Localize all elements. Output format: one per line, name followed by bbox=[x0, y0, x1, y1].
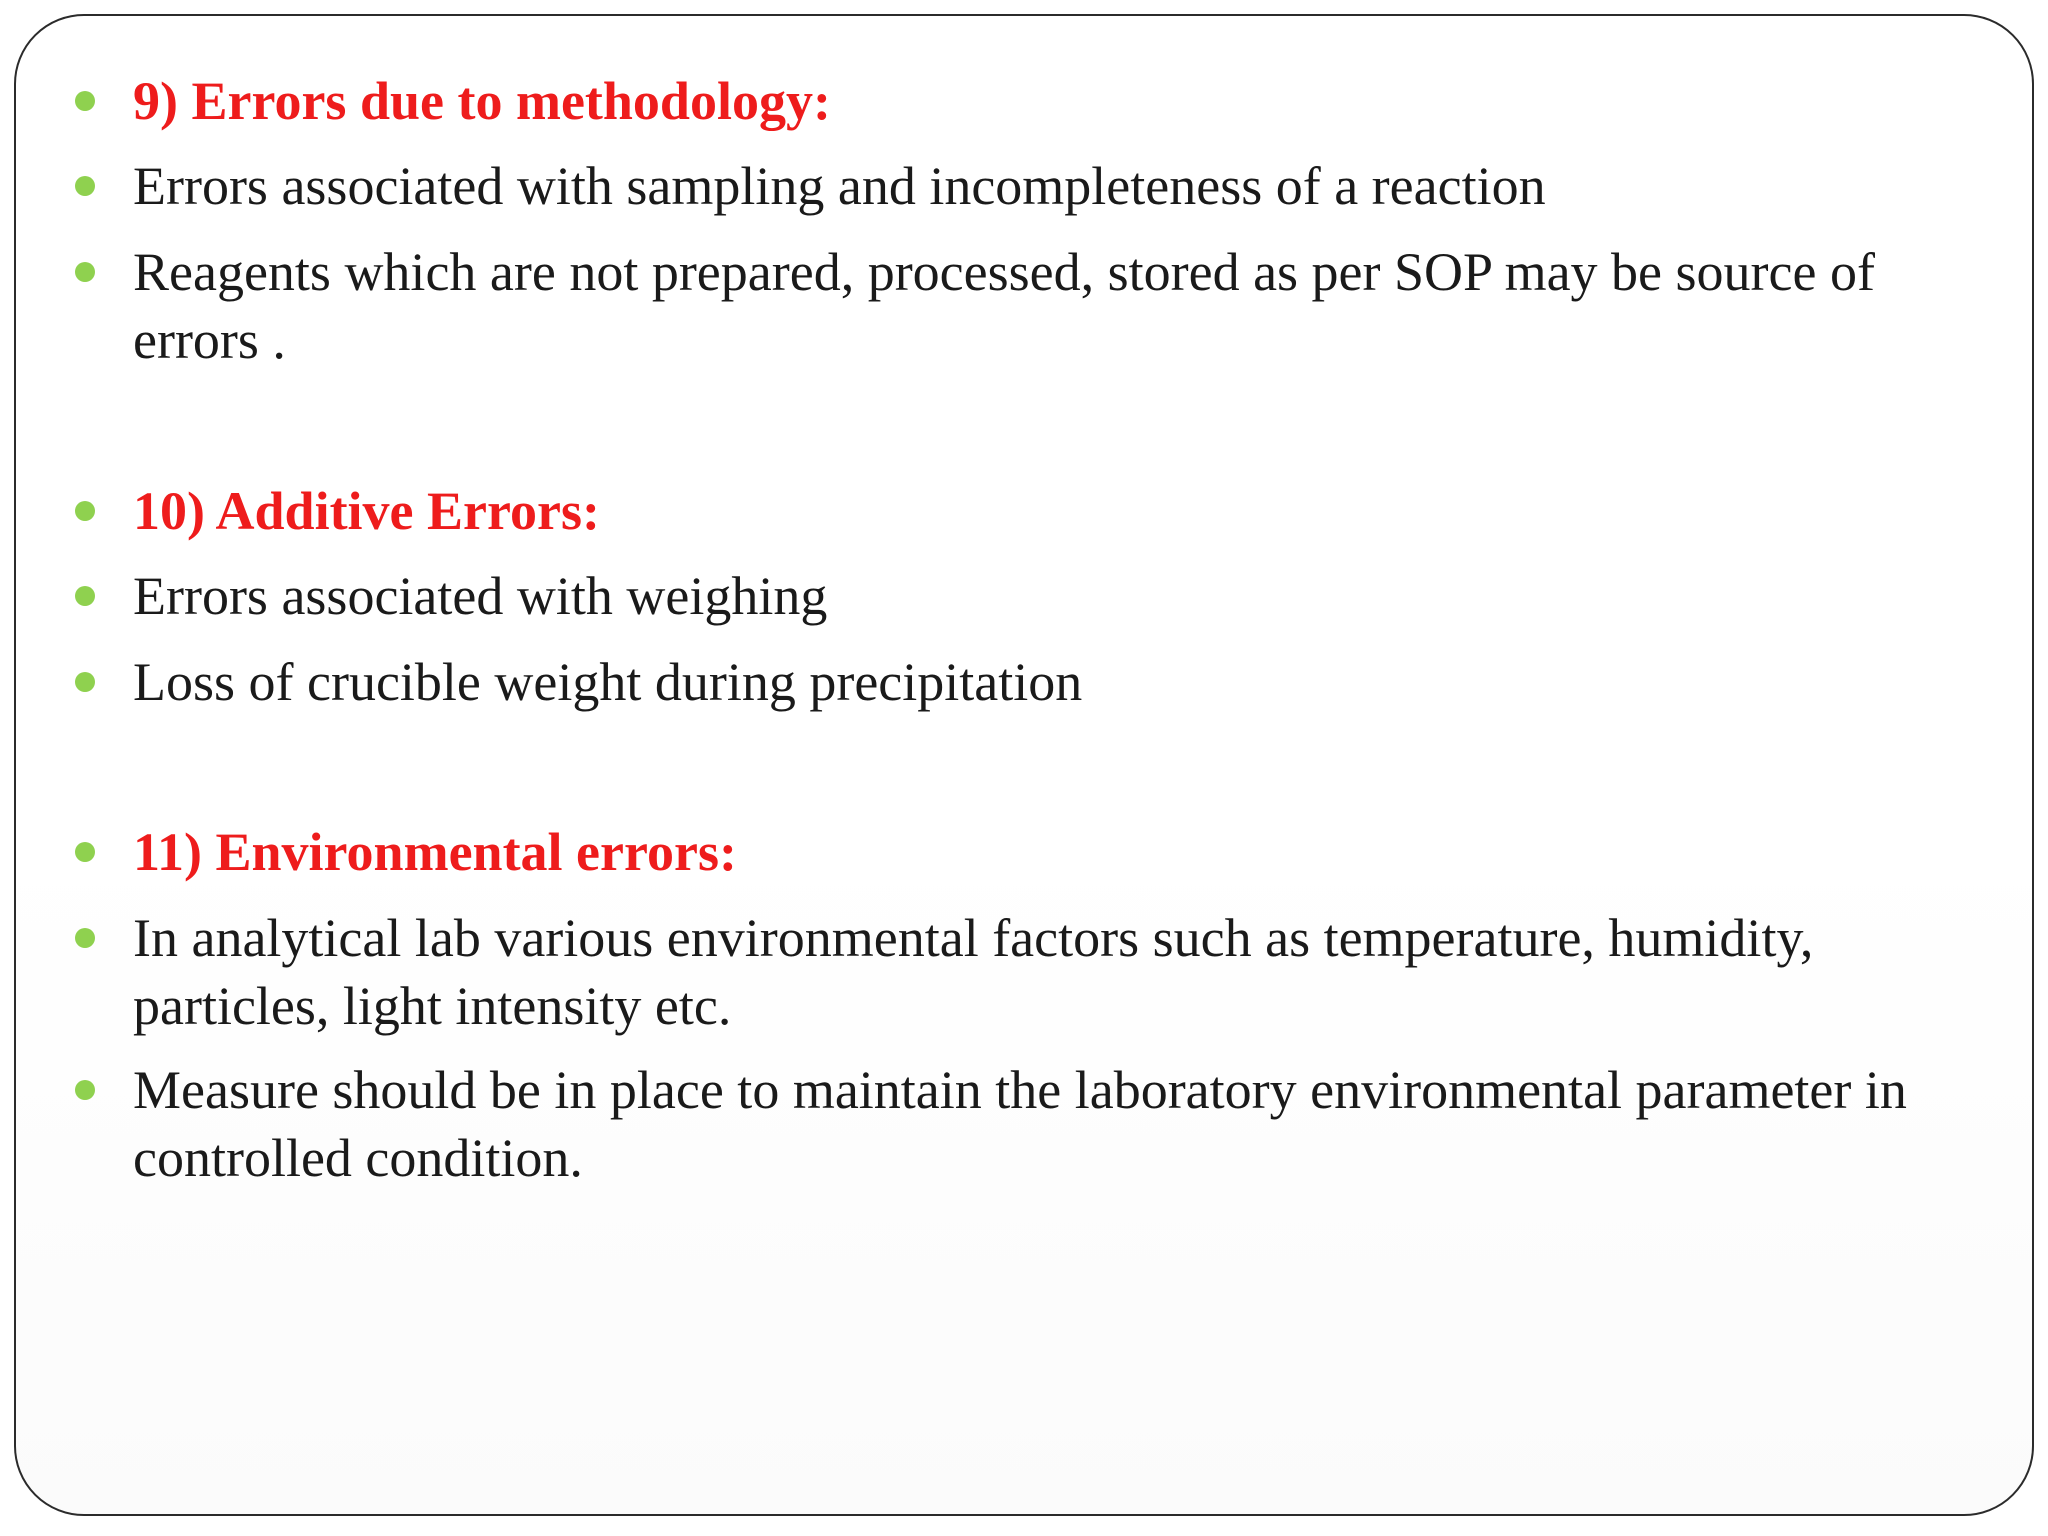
bullet-dot-icon bbox=[75, 586, 95, 606]
bullet-text: 10) Additive Errors: bbox=[133, 481, 600, 541]
bullet-text: 9) Errors due to methodology: bbox=[133, 71, 831, 131]
bullet-dot-icon bbox=[75, 176, 95, 196]
bullet-dot-icon bbox=[75, 842, 95, 862]
bullet-dot-icon bbox=[75, 501, 95, 521]
bullet-text: Measure should be in place to maintain the laboratory environmental parameter in controlled condition. bbox=[133, 1060, 1907, 1188]
bullet-text: In analytical lab various environmental factors such as temperature, humidity, particles, light intensity etc. bbox=[133, 908, 1814, 1036]
bullet-text: 11) Environmental errors: bbox=[133, 822, 737, 882]
bullet-dot-icon bbox=[75, 91, 95, 111]
bullet-dot-icon bbox=[75, 672, 95, 692]
bullet-dot-icon bbox=[75, 262, 95, 282]
bullet-text: Errors associated with weighing bbox=[133, 566, 828, 626]
bullet-text: Errors associated with sampling and incompleteness of a reaction bbox=[133, 156, 1546, 216]
bullet-dot-icon bbox=[75, 928, 95, 948]
bullet-dot-icon bbox=[75, 1080, 95, 1100]
bullet-text: Loss of crucible weight during precipitation bbox=[133, 652, 1083, 712]
bullet-text: Reagents which are not prepared, processed, stored as per SOP may be source of errors . bbox=[133, 242, 1875, 370]
